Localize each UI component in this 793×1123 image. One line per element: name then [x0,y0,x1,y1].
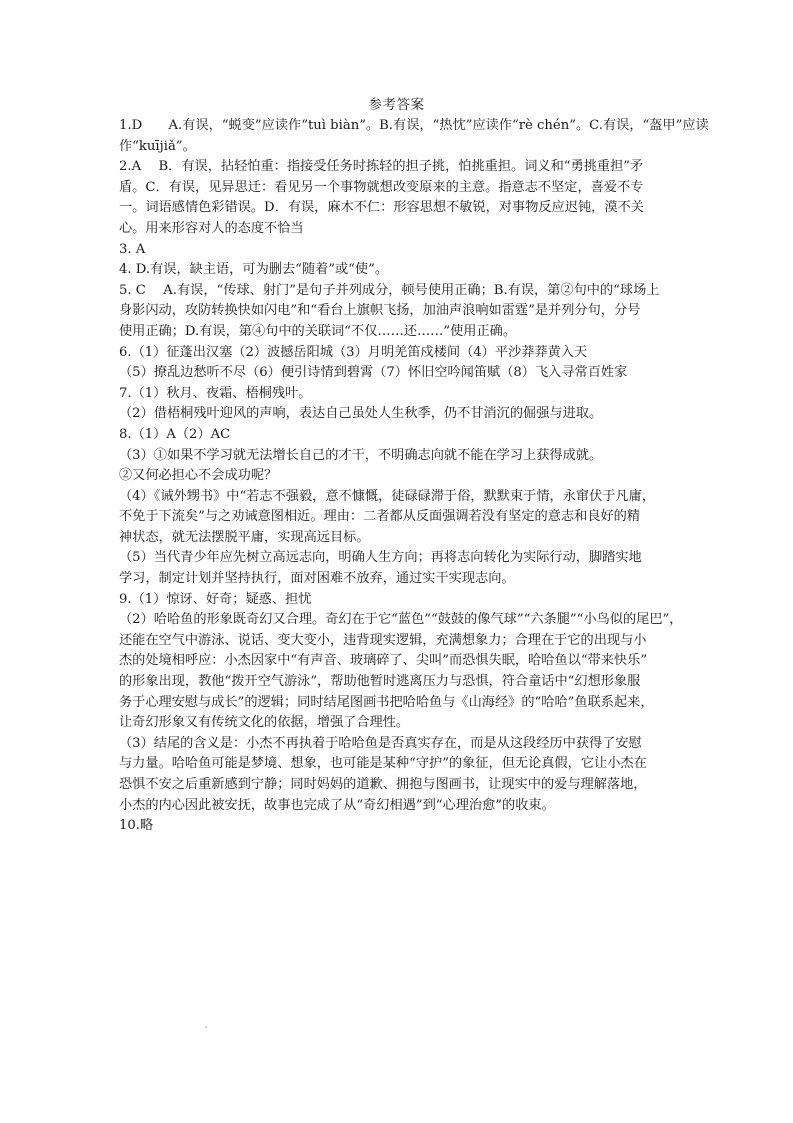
text-line: （3）①如果不学习就无法增长自己的才干，不明确志向就不能在学习上获得成就。 [119,447,603,463]
text-line: 的形象出现，教他“拨开空气游泳”，帮助他暂时逃离压力与恐惧，符合童话中“幻想形象服 [119,674,641,690]
text-line: 盾。C．有误，见异思迁：看见另一个事物就想改变原来的主意。指意志不坚定，喜爱不专 [119,179,644,195]
text-line: 2.A B．有误，拈轻怕重：指接受任务时拣轻的担子挑，怕挑重担。词义和“勇挑重担”矛 [119,159,644,175]
text-line: （2）哈哈鱼的形象既奇幻又合理。奇幻在于它“蓝色”“鼓鼓的像气球”“六条腿”“小鸟似的尾巴”， [119,612,683,628]
text-line: 务于心理安慰与成长”的逻辑；同时结尾图画书把哈哈鱼与《山海经》的“哈哈”鱼联系起来， [119,694,654,710]
text-line: 5. C A.有误，“传球、射门”是句子并列成分，顿号使用正确；B.有误，第②句中的“球场上 [119,282,660,298]
text-line: （4）《诫外甥书》中“若志不强毅，意不慷慨，徒碌碌滞于俗，默默束于情，永窜伏于凡庸， [119,488,656,504]
text-line: 与力量。哈哈鱼可能是梦境、想象，也可能是某种“守护”的象征，但无论真假，它让小杰在 [119,756,647,772]
text-line: 7.（1）秋月、夜霜、梧桐残叶。 [119,385,312,401]
text-line: 10.略 [119,818,154,834]
stray-dot [205,1026,207,1028]
text-line: 心。用来形容对人的态度不恰当 [119,220,304,236]
text-line: 让奇幻形象又有传统文化的依据，增强了合理性。 [119,715,410,731]
text-line: （3）结尾的含义是：小杰不再执着于哈哈鱼是否真实存在，而是从这段经历中获得了安慰 [119,735,642,751]
text-line: ②又何必担心不会成功呢？ [119,468,278,484]
text-line: （2）借梧桐残叶迎风的声响，表达自己虽处人生秋季，仍不甘消沉的倔强与进取。 [119,406,603,422]
text-line: 4. D.有误，缺主语，可为删去“随着”或“使”。 [119,262,389,278]
text-line: 6.（1）征蓬出汉塞（2）波撼岳阳城（3）月明羌笛戍楼间（4）平沙莽莽黄入天 [119,344,588,360]
text-line: 恐惧不安之后重新感到宁静；同时妈妈的道歉、拥抱与图画书，让现实中的爱与理解落地， [119,777,647,792]
text-line: 1.D A.有误，“蜕变”应读作“tuì biàn”。B.有误，“热忱”应读作“rè chén”。C.有误，“盔甲”应读 [119,118,709,133]
text-line: 杰的处境相呼应：小杰因家中“有声音、玻璃碎了、尖叫”而恐惧失眠，哈哈鱼以“带来快乐” [119,653,648,669]
text-line: 3. A [119,241,146,257]
text-line: 作“kuījiǎ”。 [119,138,196,154]
document-title: 参考答案 [368,97,425,113]
text-line: （5）撩乱边愁听不尽（6）便引诗情到碧霄（7）怀旧空吟闻笛赋（8）飞入寻常百姓家 [119,365,628,381]
text-line: 身影闪动，攻防转换快如闪电”和“看台上旗帜飞扬，加油声浪响如雷霆”是并列分句，分号 [119,303,641,319]
text-line: 神状态，就无法摆脱平庸，实现高远目标。 [119,529,370,545]
text-line: 学习，制定计划并坚持执行，面对困难不放弃，通过实干实现志向。 [119,571,515,587]
text-line: 小杰的内心因此被安抚，故事也完成了从“奇幻相遇”到“心理治愈”的收束。 [119,797,555,813]
text-line: 8.（1）A（2）AC [119,426,231,442]
answer-body [119,116,713,837]
text-line: 还能在空气中游泳、说话、变大变小，违背现实逻辑，充满想象力；合理在于它的出现与小 [119,632,647,648]
text-line: 使用正确；D.有误，第④句中的关联词“不仅……还……”使用正确。 [119,323,517,339]
text-line: 9.（1）惊讶、好奇；疑惑、担忧 [119,591,312,607]
text-line: （5）当代青少年应先树立高远志向，明确人生方向；再将志向转化为实际行动，脚踏实地 [119,550,642,566]
text-line: 一。词语感情色彩错误。D．有误，麻木不仁：形容思想不敏锐，对事物反应迟钝，漠不关 [119,200,644,216]
text-line: 不免于下流矣”与之劝诫意图相近。理由：二者都从反面强调若没有坚定的意志和良好的精 [119,509,641,525]
